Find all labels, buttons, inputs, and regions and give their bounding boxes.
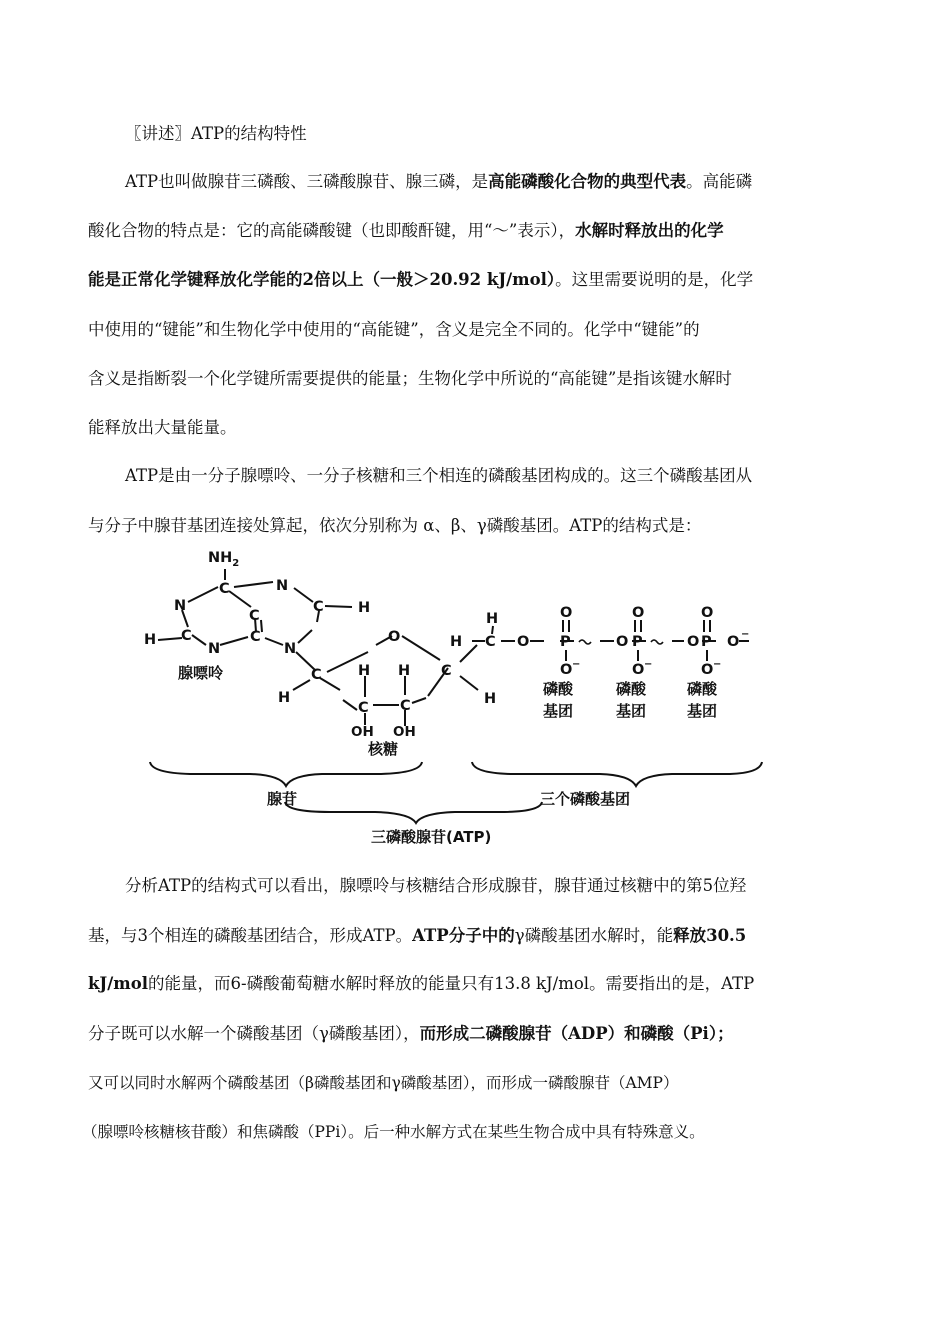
atom-label: O xyxy=(616,634,629,650)
bold-span: 高能磷酸化合物的典型代表 xyxy=(488,172,687,191)
para3-line1: 分析ATP的结构式可以看出，腺嘌呤与核糖结合形成腺苷，腺苷通过核糖中的第5位羟 xyxy=(125,876,747,895)
phosphate-label: 磷酸 xyxy=(616,680,647,698)
para2-line2: 与分子中腺苷基团连接处算起，依次分别称为 α、β、γ磷酸基团。ATP的结构式是： xyxy=(88,516,702,535)
atom-label: C xyxy=(485,634,496,650)
text-span: 。高能磷 xyxy=(686,172,753,191)
atom-label: N xyxy=(208,641,221,657)
adenine-label: 腺嘌呤 xyxy=(178,664,224,682)
bold-span: 能是正常化学键释放化学能的2倍以上（一般＞20.92 kJ/mol） xyxy=(88,270,556,289)
para2-line1: ATP是由一分子腺嘌呤、一分子核糖和三个相连的磷酸基团构成的。这三个磷酸基团从 xyxy=(125,466,753,485)
atom-label: O xyxy=(388,629,401,645)
atom-label: N xyxy=(284,641,297,657)
charge-label: − xyxy=(644,659,653,670)
atom-label: O xyxy=(632,662,645,678)
bold-span: kJ/mol xyxy=(88,974,148,993)
atom-label: H xyxy=(398,663,411,679)
atom-label: O xyxy=(727,634,740,650)
bold-span: 水解时释放出的化学 xyxy=(575,221,724,240)
text-span: 基，与3个相连的磷酸基团结合，形成ATP。 xyxy=(88,926,413,945)
text-span: 分子既可以水解一个磷酸基团（γ磷酸基团）， xyxy=(88,1024,420,1043)
para3-line4 xyxy=(88,1022,854,1046)
atom-label: C xyxy=(219,581,230,597)
atom-label: H xyxy=(450,634,463,650)
atom-label: P xyxy=(632,634,643,650)
atom-label: C xyxy=(313,599,324,615)
atom-label: $NH_2$ xyxy=(208,550,240,569)
para1-line1 xyxy=(125,170,854,194)
para3-line3 xyxy=(88,972,854,996)
para1-line6: 能释放出大量能量。 xyxy=(88,418,237,437)
atom-label: O xyxy=(517,634,530,650)
atom-label: P xyxy=(560,634,571,650)
atom-label: C xyxy=(249,608,260,624)
atom-label: C xyxy=(181,628,192,644)
para1-line4: 中使用的“键能”和生物化学中使用的“高能键”，含义是完全不同的。化学中“键能”的 xyxy=(88,320,700,339)
atom-label: H xyxy=(358,663,371,679)
bold-span: ATP分子中的 xyxy=(412,926,515,945)
atp-structure-figure xyxy=(130,540,780,855)
atom-label: O xyxy=(560,605,573,621)
text-span: 酸化合物的特点是：它的高能磷酸键（也即酸酐键，用“～”表示）， xyxy=(88,221,576,240)
text-span: 的能量，而6-磷酸葡萄糖水解时释放的能量只有13.8 kJ/mol。需要指出的是，ATP xyxy=(148,974,755,993)
atom-label: P xyxy=(701,634,712,650)
bold-span: 而形成二磷酸腺苷（ADP）和磷酸（Pi）； xyxy=(419,1024,734,1043)
atom-label: H xyxy=(486,611,499,627)
para3-line6: （腺嘌呤核糖核苷酸）和焦磷酸（PPi）。后一种水解方式在某些生物合成中具有特殊意义。 xyxy=(82,1123,705,1141)
text-span: γ磷酸基团水解时，能 xyxy=(514,926,674,945)
para3-line5: 又可以同时水解两个磷酸基团（β磷酸基团和γ磷酸基团），而形成一磷酸腺苷（AMP） xyxy=(88,1074,679,1092)
atom-label: O xyxy=(687,634,700,650)
adenosine-label: 腺苷 xyxy=(267,790,298,808)
para1-line2 xyxy=(88,219,854,243)
phosphate-label: 基团 xyxy=(616,702,647,720)
atom-label: O xyxy=(701,662,714,678)
atom-label: OH xyxy=(393,724,416,740)
atom-label: C xyxy=(311,667,322,683)
text-span: ATP也叫做腺苷三磷酸、三磷酸腺苷、腺三磷，是 xyxy=(125,172,489,191)
bold-span: 释放30.5 xyxy=(673,926,747,945)
atom-label: O xyxy=(560,662,573,678)
ribose-label: 核糖 xyxy=(368,740,399,758)
atom-label: H xyxy=(358,600,371,616)
atom-label: N xyxy=(276,578,289,594)
atom-label: O xyxy=(701,605,714,621)
atom-label: H xyxy=(278,690,291,706)
atom-label: N xyxy=(174,598,187,614)
charge-label: − xyxy=(572,659,581,670)
atom-label: C xyxy=(400,698,411,714)
section-heading: 〖讲述〗ATP的结构特性 xyxy=(125,124,307,143)
para1-line3 xyxy=(88,268,854,292)
para3-line2 xyxy=(88,924,854,948)
charge-label: − xyxy=(713,659,722,670)
atp-label: 三磷酸腺苷(ATP) xyxy=(371,828,492,846)
atom-label: H xyxy=(484,691,497,707)
charge-label: − xyxy=(741,629,750,640)
phosphate-label: 基团 xyxy=(543,702,574,720)
phosphate-label: 磷酸 xyxy=(543,680,574,698)
atom-label: C xyxy=(441,663,452,679)
atom-label: H xyxy=(144,632,157,648)
text-span: 。这里需要说明的是，化学 xyxy=(555,270,754,289)
atom-label: C xyxy=(250,629,261,645)
phosphate-label: 磷酸 xyxy=(687,680,718,698)
phosphate-label: 基团 xyxy=(687,702,718,720)
atom-label: O xyxy=(632,605,645,621)
para1-line5: 含义是指断裂一个化学键所需要提供的能量；生物化学中所说的“高能键”是指该键水解时 xyxy=(88,369,732,388)
three-phosphate-label: 三个磷酸基团 xyxy=(540,790,631,808)
atom-label: C xyxy=(358,700,369,716)
braces xyxy=(150,762,762,823)
atom-label: OH xyxy=(351,724,374,740)
